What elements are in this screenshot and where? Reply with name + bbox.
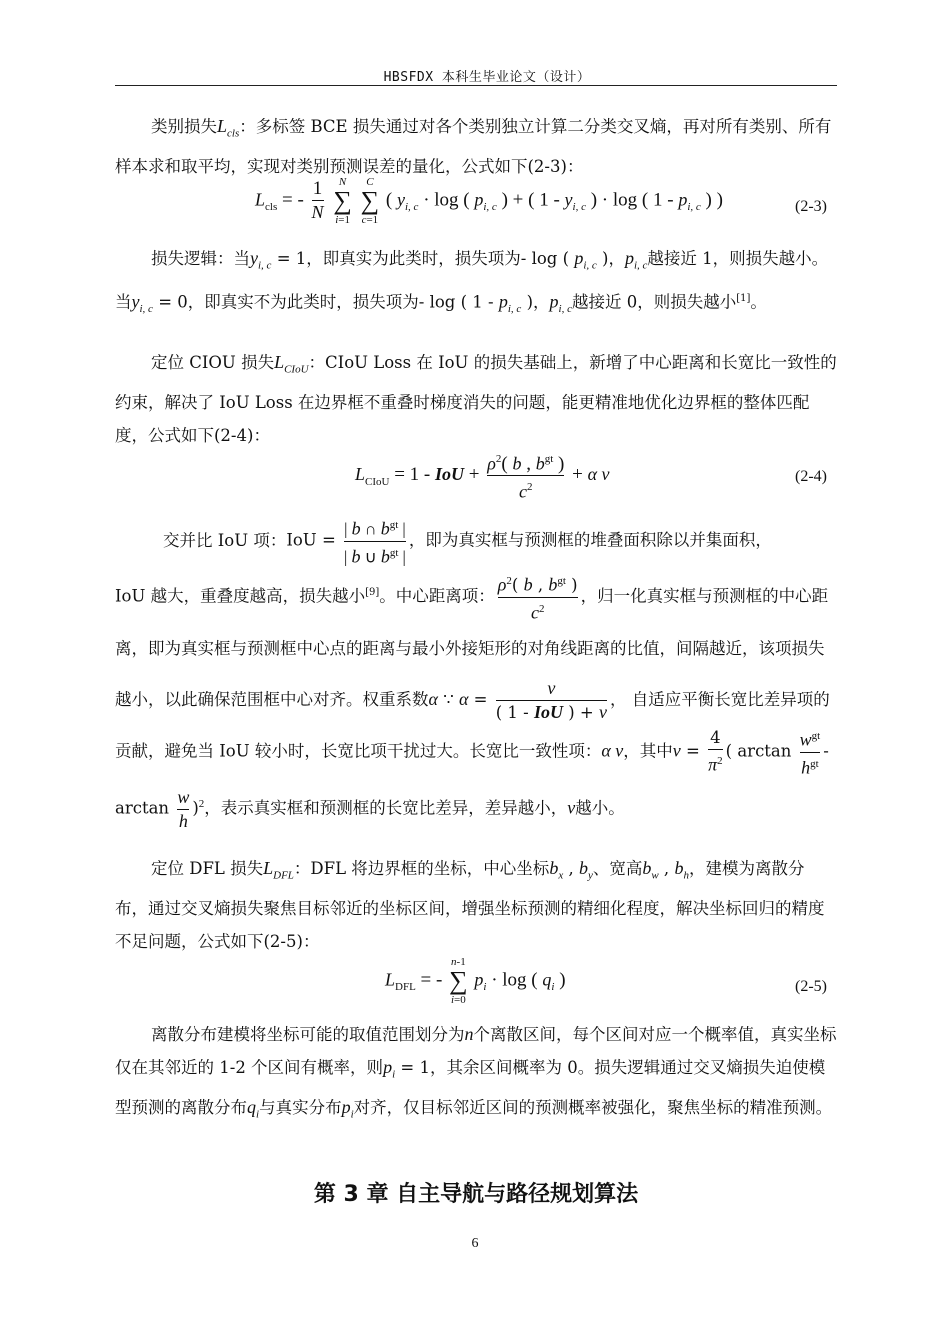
citation: [9] — [365, 587, 380, 598]
equation-number: (2-5) — [795, 978, 827, 995]
paragraph-dfl-loss: 定位 DFL 损失$L_{DFL}$：DFL 将边界框的坐标，中心坐标$b_x$ , $b_y$、宽高$b_w$ , $b_h$，建模为离散分布，通过交叉熵损失聚焦目标邻近的坐标区间，增强坐标预测的精细化程度，解决坐标回归的精度不足问题，公式如下(2-5)： — [115, 858, 825, 952]
equation-number: (2-3) — [795, 198, 827, 215]
chapter-heading: 第 3 章 自主导航与路径规划算法 — [313, 1182, 639, 1207]
paragraph-cls-loss: 类别损失$L_{cls}$：多标签 BCE 损失通过对各个类别独立计算二分类交叉熵，再对所有类别、所有样本求和取平均，实现对类别预测误差的量化，公式如下(2-3)： — [115, 116, 832, 177]
running-header: HBSFDX 本科生毕业论文（设计） — [383, 70, 591, 85]
formula-ciou-loss: $L_{CIoU} = 1$ - IoU + $\frac{\rho^2( b , b^{gt} )}{c^2}$ + α v — [355, 453, 610, 502]
paragraph-ciou-terms: 交并比 IoU 项：IoU = $\frac{| b \cap b^{gt} |}{| b \cup b^{gt} |}$ ，即为真实框与预测框的堆叠面积除以并集面积， IoU 越大，重叠度越高，损失越小[9]。中心距离项： $\frac{\rho^2( b , b^{gt} )}{c^2}$ ，归一化真实框与预测框的中心距离，即为真实框与预测框中心点的距离与最小外接矩形的对角线距离的比值，间隔越近，该项损失越小，以此确保范围框中心对齐。权重系数α ∵ α = $\frac{v}{\text{( 1 - IoU ) + v}}$ ， 自适应平衡长宽比差异项的贡献，避免当 IoU 较小时，长宽比项干扰过大。长宽比一致性项：α v，其中v = $\frac{4}{\pi^2}$ ( arctan $\frac{w^{gt}}{h^{gt}}$ - arctan $\frac{w}{h}$ )$^2$，表示真实框和预测框的长宽比差异，差异越小，v越小。 — [115, 518, 830, 831]
paragraph-ciou-loss: 定位 CIOU 损失$L_{CIoU}$：CIoU Loss 在 IoU 的损失基础上，新增了中心距离和长宽比一致性的约束，解决了 IoU Loss 在边界框不重叠时梯度消失的问题，能更精准地优化边界框的整体匹配度，公式如下(2-4)： — [115, 352, 837, 446]
header-rule — [115, 85, 837, 86]
equation-2-3 — [115, 176, 837, 236]
equation-number: (2-4) — [795, 468, 827, 485]
equation-2-4 — [115, 448, 837, 508]
paragraph-loss-logic: 损失逻辑：当$y_{i, c} = 1$，即真实为此类时，损失项为- log ( $p_{i, c}$ )，$p_{i, c}$越接近 1，则损失越小。当$y_{i, c} = 0$，即真实不为此类时，损失项为- log ( $1 - p_{i, c}$ )，$p_{i, c}$越接近 0，则损失越小[1]。 — [115, 248, 829, 316]
page-number: 6 — [471, 1236, 479, 1251]
citation: [1] — [736, 293, 751, 305]
formula-cls-loss: $L_{cls}$ = - $\frac{1}{N}$ N ∑ i=1 C ∑ c=1 ( $y_{i, c} \cdot \log$ ( $p_{i, c}$ ) + ( $1 - y_{i, c}$ ) · log ( $1 - p_{i, c}$ ) ) — [255, 176, 723, 226]
equation-2-5 — [115, 956, 837, 1016]
paragraph-discrete-distribution: 离散分布建模将坐标可能的取值范围划分为n个离散区间，每个区间对应一个概率值，真实坐标仅在其邻近的 1-2 个区间有概率，则$p_i = 1$，其余区间概率为 0。损失逻辑通过交叉熵损失迫使模型预测的离散分布$q_i$与真实分布$p_i$对齐，仅目标邻近区间的预测概率被强化，聚焦坐标的精准预测。 — [115, 1024, 837, 1121]
formula-dfl-loss: $L_{DFL}$ = - n-1 ∑ i=0 $p_i \cdot \log$ ( $q_i$ ) — [385, 956, 566, 1006]
